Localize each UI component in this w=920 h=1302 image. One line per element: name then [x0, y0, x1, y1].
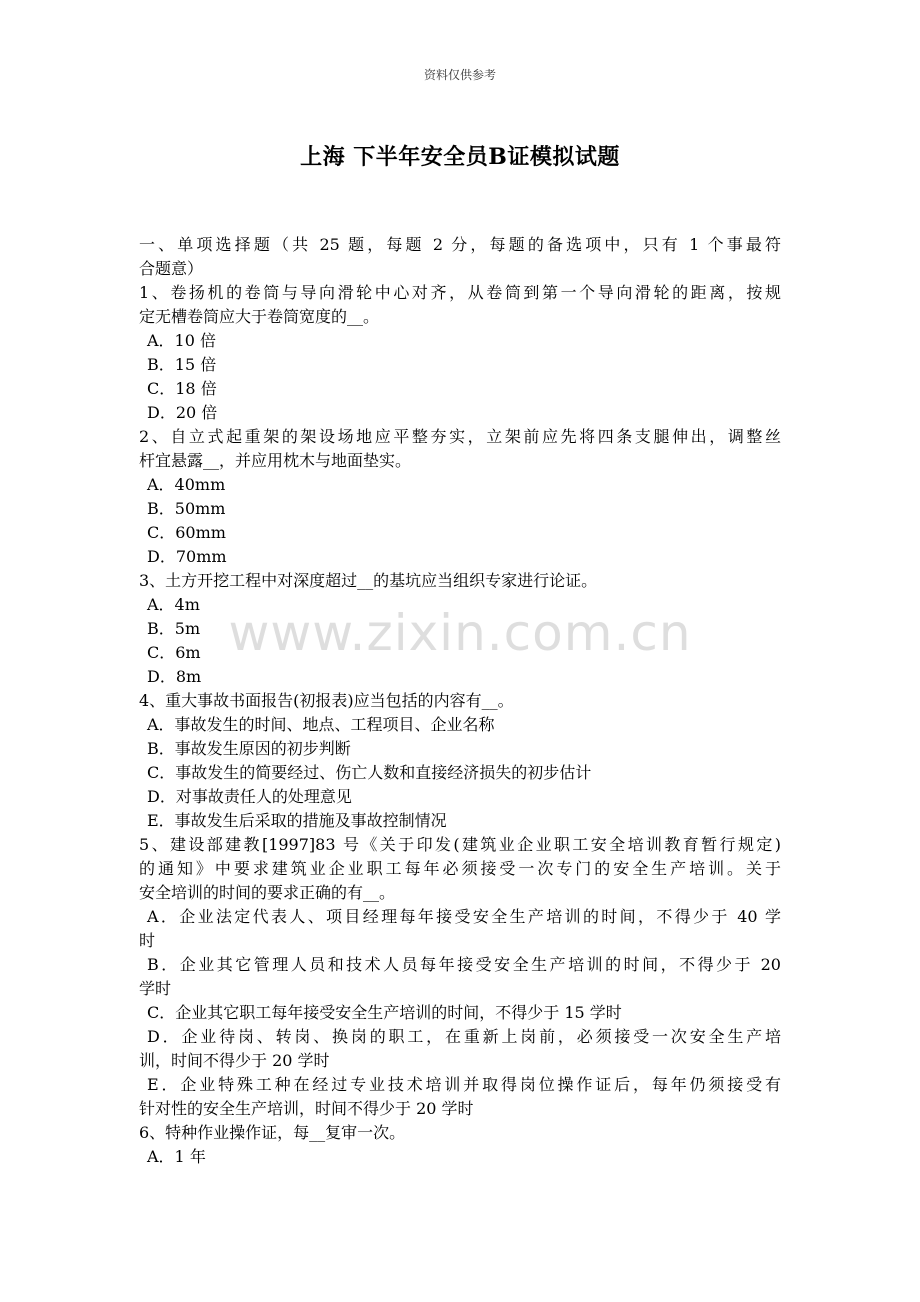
- section-heading: 合题意）: [139, 259, 204, 278]
- answer-option: B．15 倍: [147, 355, 217, 374]
- answer-option: C．事故发生的简要经过、伤亡人数和直接经济损失的初步估计: [147, 763, 592, 782]
- question-text: 针对性的安全生产培训，时间不得少于 20 学时: [139, 1099, 474, 1118]
- answer-option: C．18 倍: [147, 379, 217, 398]
- question-text: 时: [139, 931, 156, 950]
- answer-option: D．8m: [147, 667, 202, 686]
- answer-option: D．对事故责任人的处理意见: [147, 787, 352, 806]
- answer-option: B．50mm: [147, 499, 226, 518]
- answer-option: B．5m: [147, 619, 201, 638]
- answer-option: B．企业其它管理人员和技术人员每年接受安全生产培训的时间，不得少于 20: [147, 955, 781, 974]
- question-text: 训，时间不得少于 20 学时: [139, 1051, 330, 1070]
- question-text: 1、卷扬机的卷筒与导向滑轮中心对齐，从卷筒到第一个导向滑轮的距离，按规: [139, 283, 781, 302]
- answer-option: C．企业其它职工每年接受安全生产培训的时间，不得少于 15 学时: [147, 1003, 622, 1022]
- question-text: 5、建设部建教[1997]83 号《关于印发(建筑业企业职工安全培训教育暂行规定): [139, 835, 781, 854]
- question-text: 4、重大事故书面报告(初报表)应当包括的内容有__。: [139, 691, 514, 710]
- answer-option: A．企业法定代表人、项目经理每年接受安全生产培训的时间，不得少于 40 学: [147, 907, 781, 926]
- question-text: 的通知》中要求建筑业企业职工每年必须接受一次专门的安全生产培训。关于: [139, 859, 781, 878]
- answer-option: A．1 年: [147, 1147, 206, 1166]
- exam-content: [139, 233, 781, 1169]
- section-heading: 一、单项选择题（共 25 题，每题 2 分，每题的备选项中，只有 1 个事最符: [139, 235, 781, 254]
- watermark: www.zixin.com.cn: [228, 604, 692, 662]
- answer-option: A．40mm: [147, 475, 226, 494]
- question-text: 定无槽卷筒应大于卷筒宽度的__。: [139, 307, 380, 326]
- answer-option: A．事故发生的时间、地点、工程项目、企业名称: [147, 715, 495, 734]
- answer-option: B．事故发生原因的初步判断: [147, 739, 351, 758]
- question-text: 学时: [139, 979, 172, 998]
- answer-option: C．60mm: [147, 523, 226, 542]
- question-text: 6、特种作业操作证，每__复审一次。: [139, 1123, 406, 1142]
- question-text: 杆宜悬露__，并应用枕木与地面垫实。: [139, 451, 412, 470]
- answer-option: E．企业特殊工种在经过专业技术培训并取得岗位操作证后，每年仍须接受有: [147, 1075, 781, 1094]
- answer-option: D．70mm: [147, 547, 227, 566]
- answer-option: E．事故发生后采取的措施及事故控制情况: [147, 811, 447, 830]
- answer-option: A．4m: [147, 595, 200, 614]
- document-title: 上海 下半年安全员B证模拟试题: [300, 144, 620, 170]
- question-text: 安全培训的时间的要求正确的有__。: [139, 883, 396, 902]
- answer-option: D．20 倍: [147, 403, 218, 422]
- answer-option: A．10 倍: [147, 331, 217, 350]
- page-header-note: 资料仅供参考: [423, 68, 496, 82]
- question-text: 3、土方开挖工程中对深度超过__的基坑应当组织专家进行论证。: [139, 571, 598, 590]
- question-text: 2、自立式起重架的架设场地应平整夯实，立架前应先将四条支腿伸出，调整丝: [139, 427, 781, 446]
- answer-option: C．6m: [147, 643, 201, 662]
- answer-option: D．企业待岗、转岗、换岗的职工，在重新上岗前，必须接受一次安全生产培: [147, 1027, 781, 1046]
